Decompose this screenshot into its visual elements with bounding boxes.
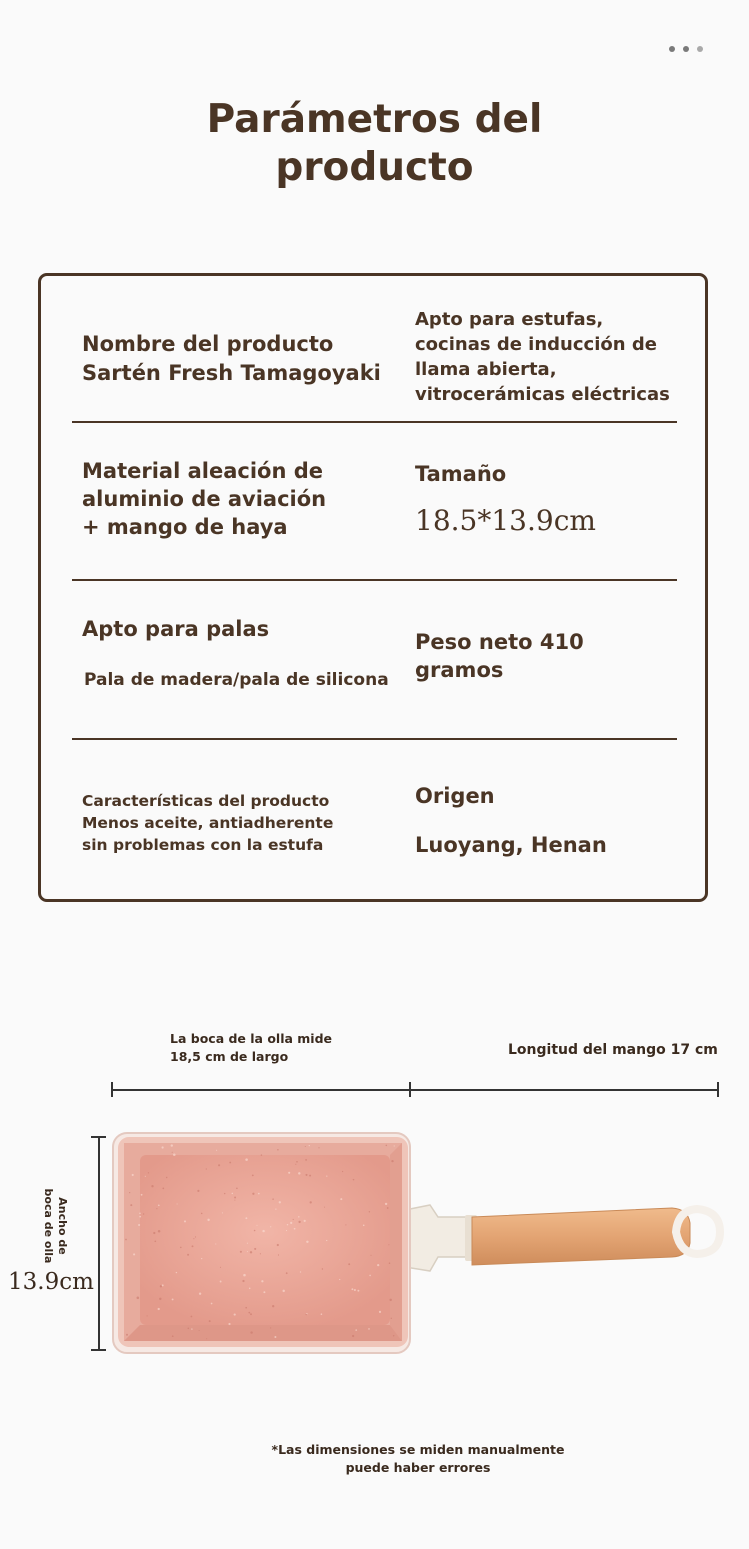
pan-speckle <box>326 1240 327 1241</box>
note-line: puede haber errores <box>345 1460 491 1475</box>
pan-speckle <box>287 1224 288 1225</box>
pan-speckle <box>369 1211 370 1212</box>
pan-speckle <box>180 1247 182 1249</box>
pan-speckle <box>193 1238 194 1239</box>
pan-speckle <box>126 1334 128 1336</box>
pan-speckle <box>199 1293 201 1295</box>
pan-speckle <box>250 1251 252 1253</box>
pan-speckle <box>240 1251 242 1253</box>
pan-speckle <box>391 1318 392 1319</box>
pan-speckle <box>207 1219 209 1221</box>
pan-speckle <box>139 1213 141 1215</box>
tamagoyaki-pan-image <box>0 1125 749 1385</box>
pan-speckle <box>153 1232 155 1234</box>
pan-speckle <box>252 1193 254 1195</box>
mouth-width-value: 13.9cm <box>8 1269 94 1295</box>
pan-speckle <box>172 1335 174 1337</box>
pan-speckle <box>188 1328 190 1330</box>
features <box>82 790 333 856</box>
pan-speckle <box>218 1164 220 1166</box>
pan-speckle <box>234 1314 236 1316</box>
pan-speckle <box>389 1299 391 1301</box>
pan-speckle <box>249 1288 251 1290</box>
pan-speckle <box>277 1149 279 1151</box>
features-line: Características del producto <box>82 792 330 810</box>
pan-speckle <box>388 1244 389 1245</box>
pan-speckle <box>393 1335 394 1336</box>
pan-speckle <box>139 1216 141 1218</box>
pan-bracket <box>405 1205 470 1271</box>
pan-speckle <box>298 1216 299 1217</box>
pan-speckle <box>279 1201 281 1203</box>
mouth-length-line: 18,5 cm de largo <box>170 1049 289 1064</box>
pan-speckle <box>261 1154 262 1155</box>
pan-speckle <box>326 1175 327 1176</box>
pan-speckle <box>290 1222 292 1224</box>
compat-line: Apto para estufas, <box>415 309 604 330</box>
pan-speckle <box>158 1204 160 1206</box>
pan-speckle <box>248 1312 250 1314</box>
pan-speckle <box>256 1225 257 1226</box>
pan-speckle <box>377 1264 379 1266</box>
pan-speckle <box>243 1274 246 1277</box>
origin-label: Origen <box>415 784 495 808</box>
pan-speckle <box>234 1197 236 1199</box>
pan-speckle <box>247 1251 248 1252</box>
row-divider <box>72 738 677 740</box>
pan-speckle <box>252 1175 254 1177</box>
product-name <box>82 330 381 388</box>
pan-speckle <box>309 1145 310 1146</box>
pan-speckle <box>147 1315 148 1316</box>
net-weight <box>415 628 584 684</box>
pan-speckle <box>270 1327 271 1328</box>
pan-speckle <box>258 1193 260 1195</box>
pan-speckle <box>187 1254 189 1256</box>
pan-speckle <box>306 1314 307 1315</box>
pan-speckle <box>286 1272 288 1274</box>
pan-speckle <box>228 1323 230 1325</box>
pan-speckle <box>275 1208 276 1209</box>
pan-speckle <box>322 1268 323 1269</box>
pan-speckle <box>340 1198 342 1200</box>
pan-speckle <box>159 1298 161 1300</box>
pan-cooking-surface <box>140 1155 390 1325</box>
pan-speckle <box>191 1316 193 1318</box>
pan-speckle <box>351 1288 353 1290</box>
material-line: aluminio de aviación <box>82 487 327 511</box>
pan-speckle <box>129 1192 130 1193</box>
pan-speckle <box>211 1303 213 1305</box>
pan-speckle <box>234 1200 235 1201</box>
size-label: Tamaño <box>415 462 507 486</box>
pan-speckle <box>368 1328 370 1330</box>
pan-speckle <box>370 1255 371 1256</box>
pan-speckle <box>386 1145 388 1147</box>
pan-speckle <box>192 1245 194 1247</box>
pan-speckle <box>369 1275 371 1277</box>
pan-speckle <box>132 1174 134 1176</box>
pan-speckle <box>324 1207 325 1208</box>
pan-speckle <box>172 1298 174 1300</box>
pan-speckle <box>294 1228 296 1230</box>
pan-speckle <box>250 1313 252 1315</box>
material-line: + mango de haya <box>82 515 288 539</box>
pan-speckle <box>162 1284 164 1286</box>
pan-speckle <box>172 1152 173 1153</box>
pan-speckle <box>309 1175 311 1177</box>
page-title-line-1: Parámetros del <box>206 97 543 142</box>
pan-speckle <box>352 1335 354 1337</box>
pan-speckle <box>130 1204 132 1206</box>
pan-speckle <box>394 1145 395 1146</box>
row-divider <box>72 579 677 581</box>
compat-line: vitrocerámicas eléctricas <box>415 384 670 405</box>
pan-speckle <box>310 1201 312 1203</box>
compat-line: cocinas de inducción de <box>415 334 657 355</box>
pan-speckle <box>318 1147 319 1148</box>
pan-speckle <box>215 1243 216 1244</box>
more-dots-icon[interactable] <box>667 44 707 56</box>
weight-line: Peso neto 410 <box>415 630 584 654</box>
pan-speckle <box>245 1217 247 1219</box>
pan-speckle <box>387 1207 389 1209</box>
pan-speckle <box>379 1311 381 1313</box>
pan-speckle <box>209 1320 211 1322</box>
pan-speckle <box>222 1212 223 1213</box>
pan-speckle <box>162 1146 164 1148</box>
pan-speckle <box>176 1272 177 1273</box>
pan-speckle <box>353 1179 355 1181</box>
length-dimension-line <box>111 1089 719 1091</box>
dimension-tick <box>111 1082 113 1097</box>
pan-speckle <box>304 1220 306 1222</box>
pan-speckle <box>160 1285 162 1287</box>
material-line: Material aleación de <box>82 459 323 483</box>
pan-speckle <box>220 1281 222 1283</box>
pan-speckle <box>224 1193 225 1194</box>
pan-speckle <box>274 1336 276 1338</box>
pan-speckle <box>158 1308 160 1310</box>
pan-speckle <box>245 1307 247 1309</box>
pan-speckle <box>242 1280 244 1282</box>
pan-speckle <box>305 1174 307 1176</box>
pan-speckle <box>148 1172 149 1173</box>
pan-speckle <box>286 1230 287 1231</box>
mouth-width-line: boca de olla <box>42 1188 55 1264</box>
material <box>82 457 326 541</box>
pan-speckle <box>247 1243 248 1244</box>
row-divider <box>72 421 677 423</box>
features-line: sin problemas con la estufa <box>82 836 324 854</box>
pan-speckle <box>288 1172 290 1174</box>
pan-speckle <box>184 1220 186 1222</box>
pan-speckle <box>201 1258 202 1259</box>
pan-speckle <box>173 1153 176 1156</box>
pan-speckle <box>199 1330 200 1331</box>
size-value: 18.5*13.9cm <box>415 504 596 537</box>
pan-speckle <box>296 1161 298 1163</box>
spatula-label: Apto para palas <box>82 617 270 641</box>
pan-speckle <box>197 1190 199 1192</box>
pan-speckle <box>191 1328 192 1329</box>
pan-speckle <box>389 1262 391 1264</box>
spatula-value: Pala de madera/pala de silicona <box>84 670 389 690</box>
pan-speckle <box>154 1240 156 1242</box>
pan-speckle <box>391 1160 393 1162</box>
stove-compatibility <box>415 307 670 407</box>
note-line: *Las dimensiones se miden manualmente <box>271 1442 565 1457</box>
pan-speckle <box>355 1329 357 1331</box>
pan-speckle <box>363 1224 365 1226</box>
pan-speckle <box>298 1172 300 1174</box>
pan-speckle <box>162 1188 164 1190</box>
pan-speckle <box>277 1244 279 1246</box>
pan-speckle <box>254 1248 256 1250</box>
pan-speckle <box>166 1177 167 1178</box>
pan-speckle <box>201 1213 203 1215</box>
pan-speckle <box>254 1230 256 1232</box>
pan-speckle <box>156 1208 157 1209</box>
handle-length-label: Longitud del mango 17 cm <box>508 1042 718 1058</box>
product-name-value: Sartén Fresh Tamagoyaki <box>82 361 381 385</box>
mouth-length-line: La boca de la olla mide <box>170 1031 333 1046</box>
pan-handle <box>472 1208 690 1265</box>
pan-speckle <box>263 1291 265 1293</box>
pan-speckle <box>232 1193 234 1195</box>
pan-speckle <box>137 1297 140 1300</box>
pan-speckle <box>278 1254 279 1255</box>
pan-speckle <box>270 1226 271 1227</box>
pan-speckle <box>229 1162 231 1164</box>
pan-speckle <box>321 1313 323 1315</box>
pan-speckle <box>272 1198 274 1200</box>
page-title <box>0 96 749 192</box>
pan-speckle <box>272 1305 274 1307</box>
pan-speckle <box>171 1144 173 1146</box>
pan-speckle <box>345 1224 346 1225</box>
pan-speckle <box>339 1279 340 1280</box>
page-title-line-2: producto <box>275 145 474 190</box>
pan-speckle <box>133 1253 135 1255</box>
pan-speckle <box>151 1185 153 1187</box>
pan-speckle <box>306 1241 308 1243</box>
product-name-label: Nombre del producto <box>82 332 334 356</box>
pan-speckle <box>206 1168 207 1169</box>
pan-speckle <box>282 1290 284 1292</box>
pan-speckle <box>125 1239 127 1241</box>
pan-speckle <box>158 1230 161 1233</box>
pan-speckle <box>305 1159 307 1161</box>
pan-speckle <box>342 1171 343 1172</box>
pan-speckle <box>305 1146 306 1147</box>
pan-speckle <box>300 1271 301 1272</box>
pan-speckle <box>295 1164 296 1165</box>
weight-line: gramos <box>415 658 504 682</box>
pan-speckle <box>145 1176 146 1177</box>
pan-speckle <box>195 1236 196 1237</box>
pan-speckle <box>245 1158 248 1161</box>
mouth-length-label <box>170 1030 332 1066</box>
pan-speckle <box>261 1280 263 1282</box>
dimension-tick <box>717 1082 719 1097</box>
pan-speckle <box>357 1290 359 1292</box>
pan-speckle <box>141 1194 143 1196</box>
pan-speckle <box>206 1338 207 1339</box>
pan-speckle <box>385 1203 387 1205</box>
pan-speckle <box>250 1331 252 1333</box>
pan-speckle <box>354 1289 356 1291</box>
pan-speckle <box>298 1221 300 1223</box>
compat-line: llama abierta, <box>415 359 557 380</box>
pan-speckle <box>293 1219 294 1220</box>
pan-speckle <box>262 1230 264 1232</box>
origin-value: Luoyang, Henan <box>415 833 607 857</box>
pan-speckle <box>177 1203 178 1204</box>
features-line: Menos aceite, antiadherente <box>82 814 334 832</box>
mouth-width-line: Ancho de <box>56 1197 69 1255</box>
pan-speckle <box>348 1263 350 1265</box>
pan-speckle <box>216 1150 217 1151</box>
pan-speckle <box>236 1187 238 1189</box>
pan-speckle <box>143 1213 144 1214</box>
pan-speckle <box>260 1253 261 1254</box>
pan-speckle <box>138 1224 140 1226</box>
dimension-tick <box>409 1082 411 1097</box>
pan-speckle <box>220 1267 221 1268</box>
